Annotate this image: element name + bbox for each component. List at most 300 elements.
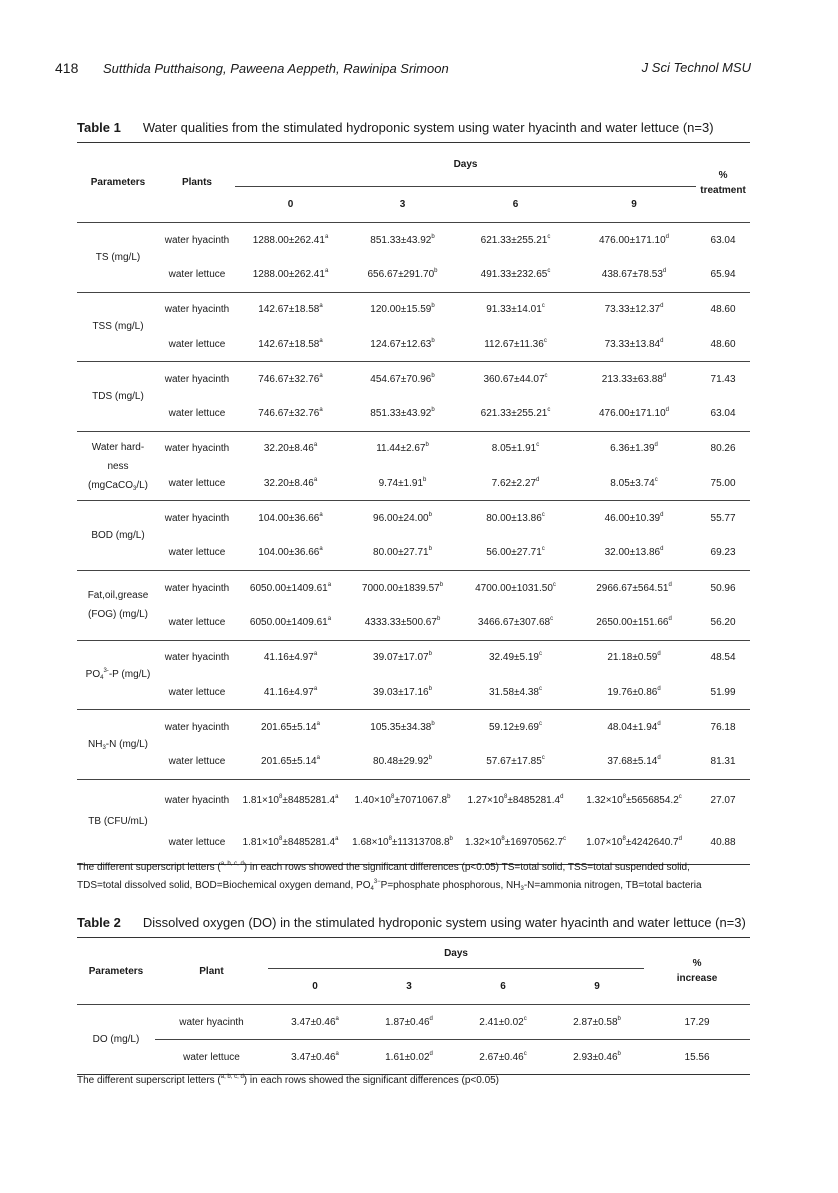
significance-letter: a <box>335 1015 339 1022</box>
value-error: ±7071067.8 <box>394 795 448 807</box>
significance-letter: c <box>523 1015 527 1022</box>
param-sub: 3 <box>133 485 137 492</box>
value-text: 48.04±1.94 <box>607 721 658 733</box>
value-text: 454.67±70.96 <box>370 373 432 385</box>
value-text: 8.05±1.91 <box>491 443 537 455</box>
value-cell <box>235 501 346 536</box>
day-header: 0 <box>268 969 362 1005</box>
value-cell <box>235 570 346 605</box>
plant-cell: water lettuce <box>159 822 235 865</box>
value-text: 2.93±0.46 <box>573 1051 618 1063</box>
value-cell <box>459 501 572 536</box>
significance-letter: a <box>316 720 320 727</box>
value-text: 32.20±8.46 <box>263 443 314 455</box>
plant-cell: water lettuce <box>159 744 235 779</box>
plant-cell: water hyacinth <box>164 304 230 316</box>
value-cell <box>459 431 572 466</box>
value-text: 656.67±291.70 <box>367 268 435 280</box>
value-cell <box>572 501 696 536</box>
value-cell <box>550 1005 644 1040</box>
significance-letter: d <box>429 1050 433 1057</box>
value-text: 4333.33±500.67 <box>364 616 437 628</box>
value-text: 19.76±0.86 <box>607 686 658 698</box>
value-cell <box>346 640 459 675</box>
value-cell <box>235 292 346 327</box>
value-text: 6.36±1.39 <box>610 443 655 455</box>
value-cell <box>572 570 696 605</box>
times-ten: ×10 <box>605 837 623 849</box>
pct-cell: 48.54 <box>710 652 736 664</box>
col-header-days: Days <box>235 143 696 187</box>
value-cell <box>459 396 572 431</box>
value-text: 56.00±27.71 <box>486 547 542 559</box>
value-error: ±8485281.4 <box>282 837 336 849</box>
table-row <box>77 396 750 431</box>
value-text: 80.00±13.86 <box>486 513 542 525</box>
pct-cell: 75.00 <box>696 466 750 501</box>
value-mantissa: 1.27 <box>467 795 488 807</box>
value-cell <box>235 362 346 397</box>
value-text: 213.33±63.88 <box>601 373 663 385</box>
value-cell <box>235 710 346 745</box>
table-row <box>77 431 750 466</box>
plant-cell: water lettuce <box>159 605 235 640</box>
value-text: 621.33±255.21 <box>480 408 548 420</box>
value-text: 91.33±14.01 <box>486 304 542 316</box>
col-header-pct-increase <box>644 938 750 1005</box>
parameter-cell <box>77 710 159 780</box>
value-cell <box>362 1040 456 1075</box>
plant-cell: water lettuce <box>159 257 235 292</box>
significance-letter: d <box>429 1015 433 1022</box>
significance-letter: b <box>423 476 427 483</box>
significance-letter: b <box>431 407 435 414</box>
value-cell <box>459 327 572 362</box>
significance-letter: b <box>428 546 432 553</box>
value-text: 851.33±43.92 <box>370 408 432 420</box>
significance-letter: c <box>541 755 545 762</box>
significance-letter: a <box>319 546 323 553</box>
value-text: 41.16±4.97 <box>263 652 314 664</box>
param-sup: 3- <box>103 668 109 675</box>
pct-cell: 51.99 <box>696 675 750 710</box>
times-ten: ×10 <box>605 795 623 807</box>
significance-letter: d <box>668 581 672 588</box>
table-row <box>77 327 750 362</box>
value-cell <box>346 396 459 431</box>
significance-letter: b <box>431 303 435 310</box>
plant-cell: water hyacinth <box>164 234 230 246</box>
value-mantissa: 1.40 <box>354 795 375 807</box>
value-text: 112.67±11.36 <box>484 338 544 350</box>
value-cell <box>572 675 696 710</box>
value-mantissa: 1.32 <box>464 837 485 849</box>
pct-cell: 48.60 <box>696 327 750 362</box>
significance-letter: d <box>657 755 661 762</box>
plant-cell: water lettuce <box>159 675 235 710</box>
value-cell <box>456 1005 550 1040</box>
value-error: ±16970562.7 <box>504 837 564 849</box>
day-header: 3 <box>346 187 459 223</box>
parameter-cell: BOD (mg/L) <box>77 501 159 571</box>
col-header-parameters: Parameters <box>77 938 155 1005</box>
value-text: 2966.67±564.51 <box>596 582 669 594</box>
value-cell <box>572 779 696 822</box>
significance-letter: a <box>313 651 318 658</box>
table-row <box>77 822 750 865</box>
plant-cell: water hyacinth <box>164 582 230 594</box>
table-row <box>77 223 750 258</box>
significance-letter: d <box>560 794 564 801</box>
table2-caption <box>77 915 746 930</box>
value-text: 6050.00±1409.61 <box>249 582 328 594</box>
significance-letter: c <box>543 337 547 344</box>
pct-increase-label: increase <box>676 973 718 984</box>
value-error: ±11313708.8 <box>391 837 450 849</box>
value-cell <box>572 431 696 466</box>
value-text: 32.00±13.86 <box>604 547 661 559</box>
plant-cell: water hyacinth <box>164 513 230 525</box>
value-text: 3.47±0.46 <box>291 1051 336 1063</box>
table-row <box>77 1040 750 1075</box>
times-ten: ×10 <box>262 795 279 807</box>
day-header: 3 <box>362 969 456 1005</box>
significance-letter: c <box>654 476 658 483</box>
table-row <box>77 605 750 640</box>
value-text: 7000.00±1839.57 <box>361 582 440 594</box>
significance-letter: a <box>335 794 339 801</box>
value-cell <box>346 466 459 501</box>
value-cell <box>459 292 572 327</box>
significance-letter: a <box>327 615 332 622</box>
significance-letter: b <box>447 794 451 801</box>
value-text: 120.00±15.59 <box>370 304 432 316</box>
value-cell <box>235 396 346 431</box>
value-text: 9.74±1.91 <box>378 477 424 489</box>
day-header: 9 <box>572 187 696 223</box>
significance-letter: a <box>316 755 320 762</box>
table-row <box>77 640 750 675</box>
significance-letter: b <box>434 267 438 274</box>
value-cell <box>235 327 346 362</box>
table-row <box>77 292 750 327</box>
value-error: ±5656854.2 <box>626 795 679 807</box>
value-error: ±8485281.4 <box>282 795 336 807</box>
value-text: 39.03±17.16 <box>373 686 429 698</box>
value-cell <box>550 1040 644 1075</box>
table1-title: Water qualities from the stimulated hydroponic system using water hyacinth and water lettuce (n=3) <box>142 120 714 135</box>
parameter-cell: TS (mg/L) <box>77 223 159 293</box>
value-text: 73.33±12.37 <box>604 304 661 316</box>
value-mantissa: 1.32 <box>586 795 606 807</box>
table1-footnote: The different superscript letters ($^{a, b, c, d}$) in each rows showed the significant differences (p<0.05) TS=total solid, TSS=total suspended solid, TDS=total dissolved solid, BOD=Biochemical oxygen demand, $PO_4^{3-}P=phosphate$ phosphorous, $NH_3-N=ammonia$ nitrogen, TB=total bacteria <box>77 861 702 892</box>
pct-cell: 27.07 <box>710 795 736 807</box>
significance-letter: c <box>544 372 548 379</box>
value-cell <box>572 223 696 258</box>
day-header: 9 <box>550 969 644 1005</box>
significance-letter: c <box>550 615 554 622</box>
value-text: 104.00±36.66 <box>258 513 320 525</box>
value-text: 80.48±29.92 <box>373 756 429 768</box>
value-text: 201.65±5.14 <box>261 756 317 768</box>
significance-letter: d <box>660 546 664 553</box>
param-text: PO <box>85 669 101 681</box>
value-text: 6050.00±1409.61 <box>249 616 328 628</box>
plant-cell: water hyacinth <box>164 443 230 455</box>
significance-letter: b <box>431 233 435 240</box>
value-error: ±8485281.4 <box>507 795 561 807</box>
significance-letter: c <box>541 303 545 310</box>
value-text: 57.67±17.85 <box>486 756 542 768</box>
pct-cell: 63.04 <box>696 396 750 431</box>
value-cell <box>235 779 346 822</box>
times-ten: ×10 <box>371 837 389 849</box>
parameter-cell: TSS (mg/L) <box>77 292 159 362</box>
value-text: 46.00±10.39 <box>604 513 661 525</box>
significance-letter: c <box>547 267 551 274</box>
value-cell <box>346 431 459 466</box>
times-ten: ×10 <box>262 837 279 849</box>
significance-letter: d <box>657 720 661 727</box>
value-text: 1.61±0.02 <box>385 1051 430 1063</box>
table-row <box>77 466 750 501</box>
value-cell <box>346 779 459 822</box>
value-text: 7.62±2.27 <box>491 477 537 489</box>
significance-letter: d <box>678 836 682 843</box>
value-cell <box>235 822 346 865</box>
pct-cell: 81.31 <box>696 744 750 779</box>
value-text: 2.87±0.58 <box>573 1016 618 1028</box>
param-text: /L) <box>136 479 149 491</box>
value-cell <box>346 327 459 362</box>
significance-letter: b <box>617 1015 621 1022</box>
value-text: 1288.00±262.41 <box>252 234 325 246</box>
pct-symbol: % <box>718 169 728 181</box>
value-cell <box>346 257 459 292</box>
significance-letter: b <box>431 372 435 379</box>
value-mantissa: 1.68 <box>352 837 372 849</box>
significance-letter: d <box>665 233 670 240</box>
value-cell <box>235 431 346 466</box>
significance-letter: a <box>319 512 323 519</box>
table-row <box>77 675 750 710</box>
plant-cell: water lettuce <box>155 1040 268 1075</box>
table-row <box>77 710 750 745</box>
value-cell <box>346 605 459 640</box>
significance-letter: a <box>335 1050 339 1057</box>
col-header-plant: Plant <box>155 938 268 1005</box>
value-cell <box>235 640 346 675</box>
value-text: 1.87±0.46 <box>385 1016 430 1028</box>
value-text: 476.00±171.10 <box>599 408 666 420</box>
value-cell <box>346 710 459 745</box>
value-cell <box>459 536 572 571</box>
significance-letter: d <box>665 407 670 414</box>
table1-caption <box>77 120 714 135</box>
value-text: 2.41±0.02 <box>479 1016 524 1028</box>
table-row <box>77 536 750 571</box>
table-row <box>77 1005 750 1040</box>
pct-cell: 50.96 <box>710 582 736 594</box>
table2-footnote: The different superscript letters ($^{a, b, c, d}$) in each rows showed the significant differences (p<0.05) <box>77 1074 500 1086</box>
pct-cell: 76.18 <box>710 721 736 733</box>
times-ten: ×10 <box>484 837 502 849</box>
plant-cell: water lettuce <box>159 327 235 362</box>
plant-cell: water hyacinth <box>155 1005 268 1040</box>
value-cell <box>572 710 696 745</box>
significance-letter: c <box>547 407 551 414</box>
day-header: 6 <box>456 969 550 1005</box>
pct-cell: 15.56 <box>644 1040 750 1075</box>
value-text: 80.00±27.71 <box>373 547 429 559</box>
value-text: 32.20±8.46 <box>263 477 314 489</box>
value-cell <box>459 466 572 501</box>
day-header: 6 <box>459 187 572 223</box>
significance-letter: a <box>319 303 323 310</box>
value-cell <box>235 536 346 571</box>
param-text: (mgCaCO <box>87 479 133 491</box>
value-text: 39.07±17.07 <box>373 652 429 664</box>
pct-cell: 63.04 <box>710 234 736 246</box>
value-cell <box>456 1040 550 1075</box>
value-cell <box>572 536 696 571</box>
value-cell <box>346 501 459 536</box>
journal-name: J Sci Technol MSU <box>641 60 751 75</box>
value-text: 491.33±232.65 <box>480 268 548 280</box>
significance-letter: c <box>538 651 542 658</box>
significance-letter: b <box>431 337 435 344</box>
value-cell <box>572 822 696 865</box>
plant-cell: water lettuce <box>159 396 235 431</box>
pct-treatment-label: treatment <box>700 184 746 196</box>
running-authors: Sutthida Putthaisong, Paweena Aeppeth, Rawinipa Srimoon <box>103 61 449 76</box>
value-cell <box>572 327 696 362</box>
parameter-cell: TDS (mg/L) <box>77 362 159 432</box>
times-ten: ×10 <box>374 795 391 807</box>
significance-letter: b <box>428 651 432 658</box>
plant-cell: water hyacinth <box>164 373 230 385</box>
parameter-cell <box>77 431 159 501</box>
significance-letter: a <box>319 407 323 414</box>
table-row <box>77 257 750 292</box>
value-cell <box>235 223 346 258</box>
significance-letter: c <box>538 720 542 727</box>
day-header: 0 <box>235 187 346 223</box>
significance-letter: b <box>439 581 444 588</box>
value-text: 746.67±32.76 <box>258 373 320 385</box>
value-cell <box>459 675 572 710</box>
value-mantissa: 1.07 <box>586 837 606 849</box>
significance-letter: c <box>547 233 551 240</box>
significance-letter: a <box>324 267 329 274</box>
significance-letter: a <box>313 476 318 483</box>
value-cell <box>235 675 346 710</box>
significance-letter: c <box>536 442 540 449</box>
value-text: 8.05±3.74 <box>610 477 655 489</box>
value-cell <box>235 257 346 292</box>
significance-letter: b <box>428 512 432 519</box>
value-cell <box>459 605 572 640</box>
value-text: 105.35±34.38 <box>370 721 432 733</box>
value-text: 621.33±255.21 <box>480 234 548 246</box>
value-text: 746.67±32.76 <box>258 408 320 420</box>
value-cell <box>572 466 696 501</box>
significance-letter: b <box>428 685 432 692</box>
value-text: 21.18±0.59 <box>607 652 658 664</box>
table-row <box>77 779 750 822</box>
significance-letter: c <box>538 685 542 692</box>
value-cell <box>235 744 346 779</box>
value-exponent: 8 <box>278 794 283 801</box>
value-text: 31.58±4.38 <box>489 686 539 698</box>
significance-letter: c <box>541 512 545 519</box>
pct-cell: 48.60 <box>710 304 736 316</box>
significance-letter: a <box>313 442 318 449</box>
significance-letter: d <box>536 476 540 483</box>
pct-cell: 56.20 <box>696 605 750 640</box>
value-cell <box>459 570 572 605</box>
value-cell <box>346 362 459 397</box>
param-text: -N (mg/L) <box>105 738 149 750</box>
value-cell <box>459 257 572 292</box>
param-text: ness <box>107 460 129 472</box>
significance-letter: a <box>327 581 332 588</box>
value-cell <box>268 1040 362 1075</box>
value-text: 1288.00±262.41 <box>252 268 325 280</box>
col-header-pct-treatment <box>696 143 750 223</box>
plant-cell: water hyacinth <box>164 652 230 664</box>
param-text: NH <box>87 738 103 750</box>
value-exponent: 8 <box>390 794 395 801</box>
value-text: 851.33±43.92 <box>370 234 432 246</box>
value-exponent: 8 <box>388 836 392 843</box>
value-cell <box>346 570 459 605</box>
value-text: 41.16±4.97 <box>263 686 314 698</box>
value-cell <box>235 605 346 640</box>
value-cell <box>572 292 696 327</box>
significance-letter: a <box>335 836 339 843</box>
value-cell <box>459 223 572 258</box>
param-sub: 4 <box>100 675 104 682</box>
significance-letter: d <box>657 685 661 692</box>
significance-letter: d <box>662 372 667 379</box>
value-text: 438.67±78.53 <box>601 268 663 280</box>
significance-letter: d <box>668 615 672 622</box>
value-cell <box>572 605 696 640</box>
significance-letter: b <box>617 1050 621 1057</box>
param-sub: 3 <box>102 744 106 751</box>
value-cell <box>459 744 572 779</box>
pct-cell: 17.29 <box>644 1005 750 1040</box>
table-row <box>77 570 750 605</box>
significance-letter: d <box>657 651 661 658</box>
value-cell <box>346 292 459 327</box>
page-header <box>0 60 838 80</box>
value-text: 2.67±0.46 <box>479 1051 524 1063</box>
table2-title: Dissolved oxygen (DO) in the stimulated hydroponic system using water hyacinth and water lettuce (n=3) <box>142 915 746 930</box>
value-cell <box>572 257 696 292</box>
table2-label: Table 2 <box>77 915 121 930</box>
value-text: 104.00±36.66 <box>258 547 320 559</box>
significance-letter: a <box>324 233 329 240</box>
value-cell <box>572 640 696 675</box>
plant-cell: water lettuce <box>159 466 235 501</box>
significance-letter: a <box>313 685 318 692</box>
table1-label: Table 1 <box>77 120 121 135</box>
value-text: 360.67±44.07 <box>483 373 545 385</box>
value-exponent: 8 <box>501 836 505 843</box>
value-text: 59.12±9.69 <box>489 721 539 733</box>
